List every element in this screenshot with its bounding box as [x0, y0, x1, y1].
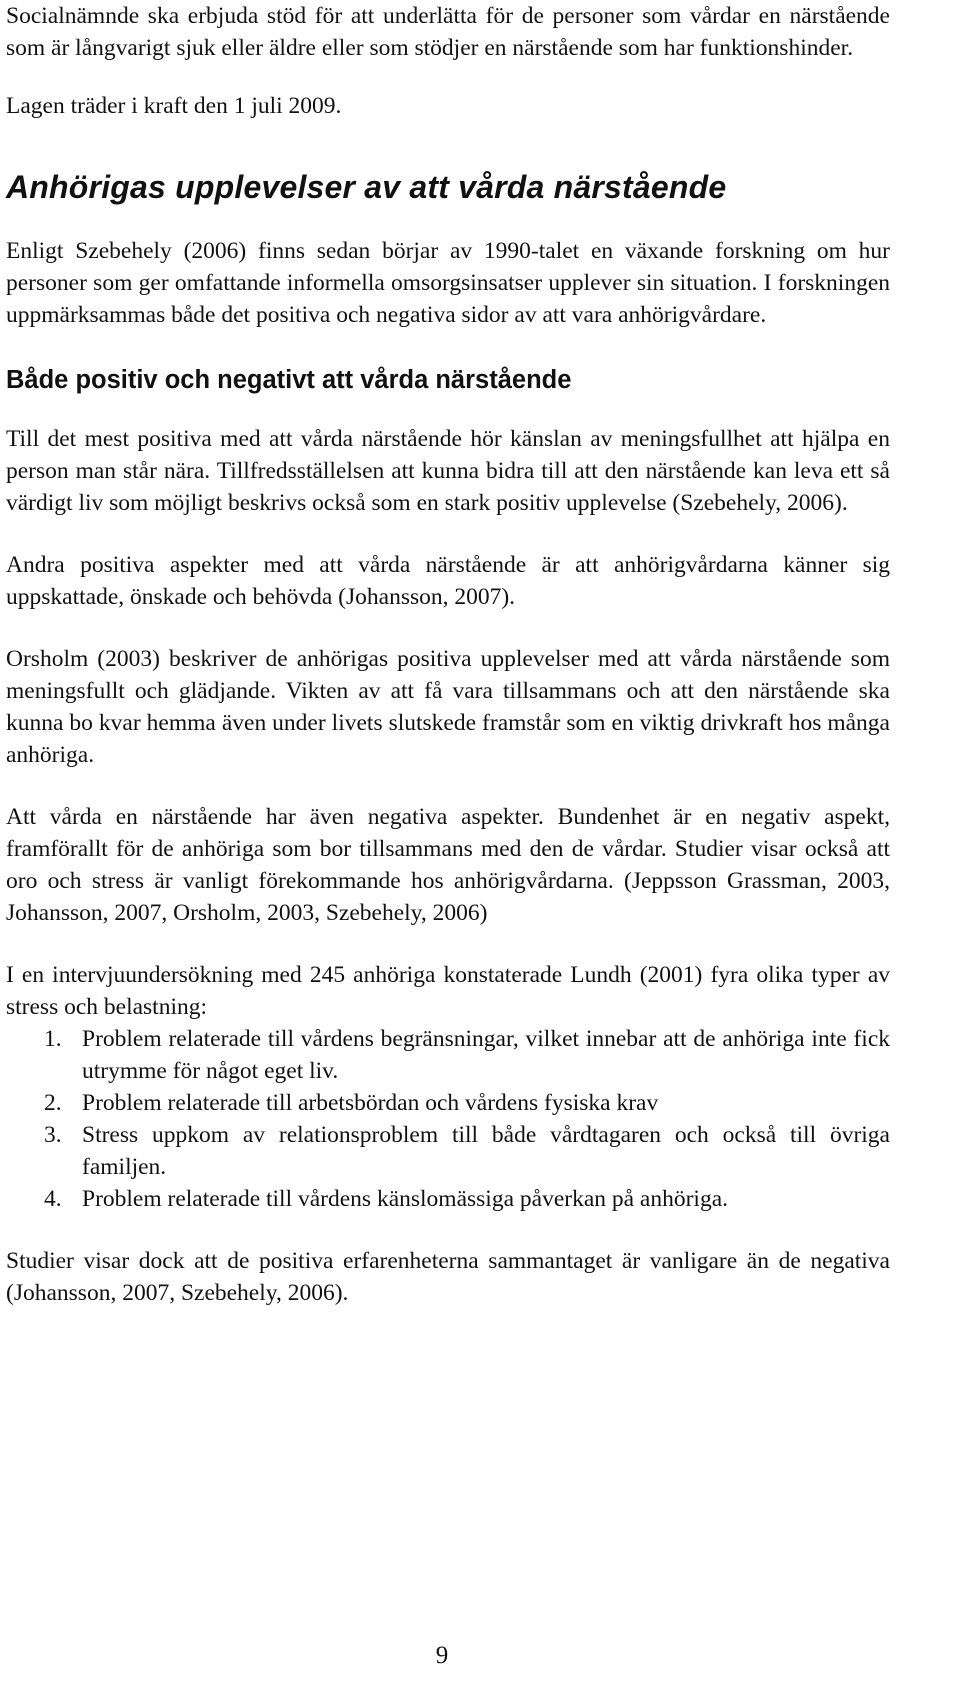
section-heading: Anhörigas upplevelser av att vårda närstående [6, 169, 727, 205]
body-paragraph: Orsholm (2003) beskriver de anhörigas positiva upplevelser med att vårda närstående som meningsfullt och glädjande. Vikten av att få vara tillsammans och att den närstående ska kunna bo kvar hemma även under livets slutskede framstår som en viktig drivkraft hos många anhöriga. [6, 646, 890, 768]
body-paragraph: Andra positiva aspekter med att vårda närstående är att anhörigvårdarna känner sig uppskattade, önskade och behövda (Johansson, 2007). [6, 552, 890, 610]
intro-paragraph: Socialnämnde ska erbjuda stöd för att underlätta för de personer som vårdar en närstående som är långvarigt sjuk eller äldre eller som stödjer en närstående som har funktionshinder. [6, 3, 890, 61]
list-item-number: 1. [44, 1026, 62, 1052]
list-item-number: 2. [44, 1090, 62, 1116]
subsection-heading: Både positiv och negativt att vårda närstående [6, 366, 572, 394]
list-item-text: Problem relaterade till vårdens känslomässiga påverkan på anhöriga. [82, 1186, 729, 1212]
list-item-text: Problem relaterade till vårdens begränsningar, vilket innebar att de anhöriga inte fick utrymme för något eget liv. [82, 1026, 890, 1084]
list-item [6, 1023, 890, 1087]
list-item-text: Problem relaterade till arbetsbördan och vårdens fysiska krav [82, 1090, 659, 1116]
section-paragraph: Enligt Szebehely (2006) finns sedan börjar av 1990-talet en växande forskning om hur personer som ger omfattande informella omsorgsinsatser upplever sin situation. I forskningen uppmärksammas både det positiva och negativa sidor av att vara anhörigvårdare. [6, 238, 890, 328]
document-page [6, 0, 890, 1309]
list-item-number: 3. [44, 1122, 62, 1148]
list-intro-paragraph: I en intervjuundersökning med 245 anhöriga konstaterade Lundh (2001) fyra olika typer av stress och belastning: [6, 962, 890, 1020]
list-item [6, 1183, 890, 1215]
stress-types-list [6, 1023, 890, 1215]
list-item [6, 1119, 890, 1183]
list-item-text: Stress uppkom av relationsproblem till både vårdtagaren och också till övriga familjen. [82, 1122, 890, 1180]
page-number: 9 [435, 1642, 449, 1669]
list-item [6, 1087, 890, 1119]
law-paragraph: Lagen träder i kraft den 1 juli 2009. [6, 93, 342, 119]
list-item-number: 4. [44, 1186, 62, 1212]
body-paragraph: Till det mest positiva med att vårda närstående hör känslan av meningsfullhet att hjälpa en person man står nära. Tillfredsställelsen att kunna bidra till att den närstående kan leva ett så värdigt liv som möjligt beskrivs också som en stark positiv upplevelse (Szebehely, 2006). [6, 426, 890, 516]
closing-paragraph: Studier visar dock att de positiva erfarenheterna sammantaget är vanligare än de negativa (Johansson, 2007, Szebehely, 2006). [6, 1248, 890, 1306]
body-paragraph: Att vårda en närstående har även negativa aspekter. Bundenhet är en negativ aspekt, framförallt för de anhöriga som bor tillsammans med den de vårdar. Studier visar också att oro och stress är vanligt förekommande hos anhörigvårdarna. (Jeppsson Grassman, 2003, Johansson, 2007, Orsholm, 2003, Szebehely, 2006) [6, 804, 890, 926]
